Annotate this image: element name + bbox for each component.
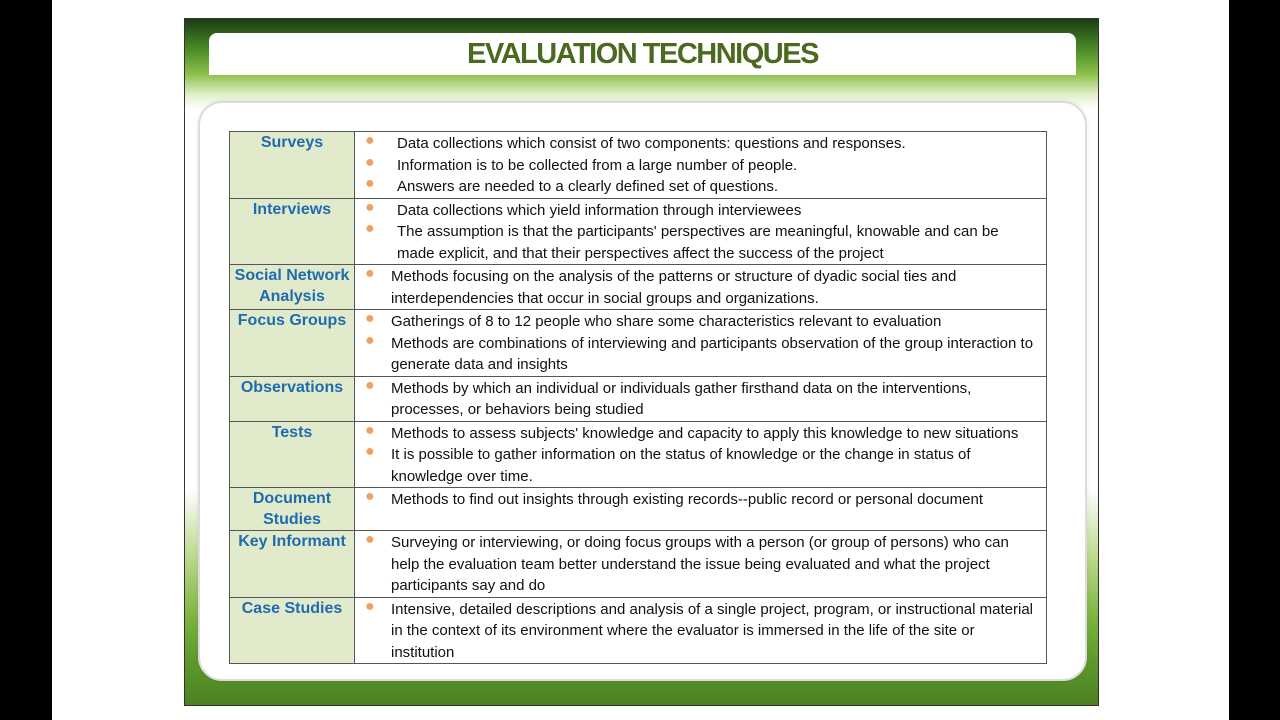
list-item [355,200,1046,222]
list-item [355,489,1046,511]
bullet-dot-icon: ● [365,310,375,327]
list-item [355,266,1046,309]
category-cell: Social Network Analysis [230,265,355,310]
bullet-dot-icon: ● [365,265,375,282]
list-item [355,599,1046,664]
list-item [355,155,1046,177]
bullet-dot-icon: ● [365,331,375,349]
description-cell [355,265,1047,310]
list-item [355,378,1046,421]
description-cell [355,597,1047,664]
bullet-text: Answers are needed to a clearly defined set of questions. [397,178,779,195]
bullet-text: Methods are combinations of interviewing and participants observation of the group interaction to generate data and insights [391,334,1034,373]
category-cell: Surveys [230,132,355,199]
bullet-text: Data collections which consist of two components: questions and responses. [397,135,906,152]
table-row [230,488,1047,531]
list-item [355,133,1046,155]
bullet-dot-icon: ● [365,153,375,171]
list-item [355,444,1046,487]
techniques-table [229,131,1047,664]
category-cell: Observations [230,376,355,421]
bullet-dot-icon: ● [365,488,375,505]
category-cell: Key Informant [230,531,355,598]
bullet-text: Data collections which yield information through interviewees [397,201,802,219]
category-cell: Focus Groups [230,310,355,377]
category-cell: Document Studies [230,488,355,531]
bullet-dot-icon: ● [365,421,375,439]
description-cell [355,198,1047,265]
description-cell [355,421,1047,488]
bullet-dot-icon: ● [365,376,375,394]
description-cell [355,132,1047,199]
bullet-dot-icon: ● [365,443,375,460]
table-row [230,531,1047,598]
table-row [230,198,1047,265]
bullet-text: Gatherings of 8 to 12 people who share some characteristics relevant to evaluation [391,313,942,330]
bullet-text: Methods to assess subjects' knowledge and capacity to apply this knowledge to new situations [391,424,1019,442]
slide [184,18,1099,706]
bullet-text: Methods to find out insights through existing records--public record or personal document [391,491,983,508]
bullet-text: It is possible to gather information on the status of knowledge or the change in status of knowledge over time. [391,446,971,485]
bullet-dot-icon: ● [365,531,375,548]
category-cell: Tests [230,421,355,488]
table-row [230,376,1047,421]
list-item [355,311,1046,333]
list-item [355,176,1046,198]
bullet-text: Intensive, detailed descriptions and analysis of a single project, program, or instructional material in the context of its environment where the evaluator is immersed in the life of the site or institution [391,600,1033,661]
table-row [230,310,1047,377]
slide-title: EVALUATION TECHNIQUES [467,37,818,70]
description-cell [355,376,1047,421]
category-cell: Interviews [230,198,355,265]
table-row [230,265,1047,310]
bullet-text: Methods focusing on the analysis of the patterns or structure of dyadic social ties and interdependencies that occur in social groups and organizations. [391,268,957,307]
list-item [355,333,1046,376]
bullet-text: Information is to be collected from a large number of people. [397,156,798,174]
bullet-dot-icon: ● [365,175,375,192]
bullet-dot-icon: ● [365,198,375,216]
table-row [230,597,1047,664]
bullet-dot-icon: ● [365,597,375,615]
list-item [355,221,1046,264]
description-cell [355,310,1047,377]
table-row [230,421,1047,488]
bullet-dot-icon: ● [365,132,375,149]
description-cell [355,531,1047,598]
bullet-dot-icon: ● [365,220,375,237]
category-cell: Case Studies [230,597,355,664]
bullet-text: The assumption is that the participants' perspectives are meaningful, knowable and can be made explicit, and that their perspectives affect the success of the project [397,223,999,262]
description-cell [355,488,1047,531]
table-row [230,132,1047,199]
bullet-text: Surveying or interviewing, or doing focus groups with a person (or group of persons) who can help the evaluation team better understand the issue being evaluated and what the project participants say and do [391,534,1009,594]
list-item [355,423,1046,445]
list-item [355,532,1046,597]
title-bar [209,33,1076,75]
bullet-text: Methods by which an individual or individuals gather firsthand data on the interventions, processes, or behaviors being studied [391,379,972,418]
